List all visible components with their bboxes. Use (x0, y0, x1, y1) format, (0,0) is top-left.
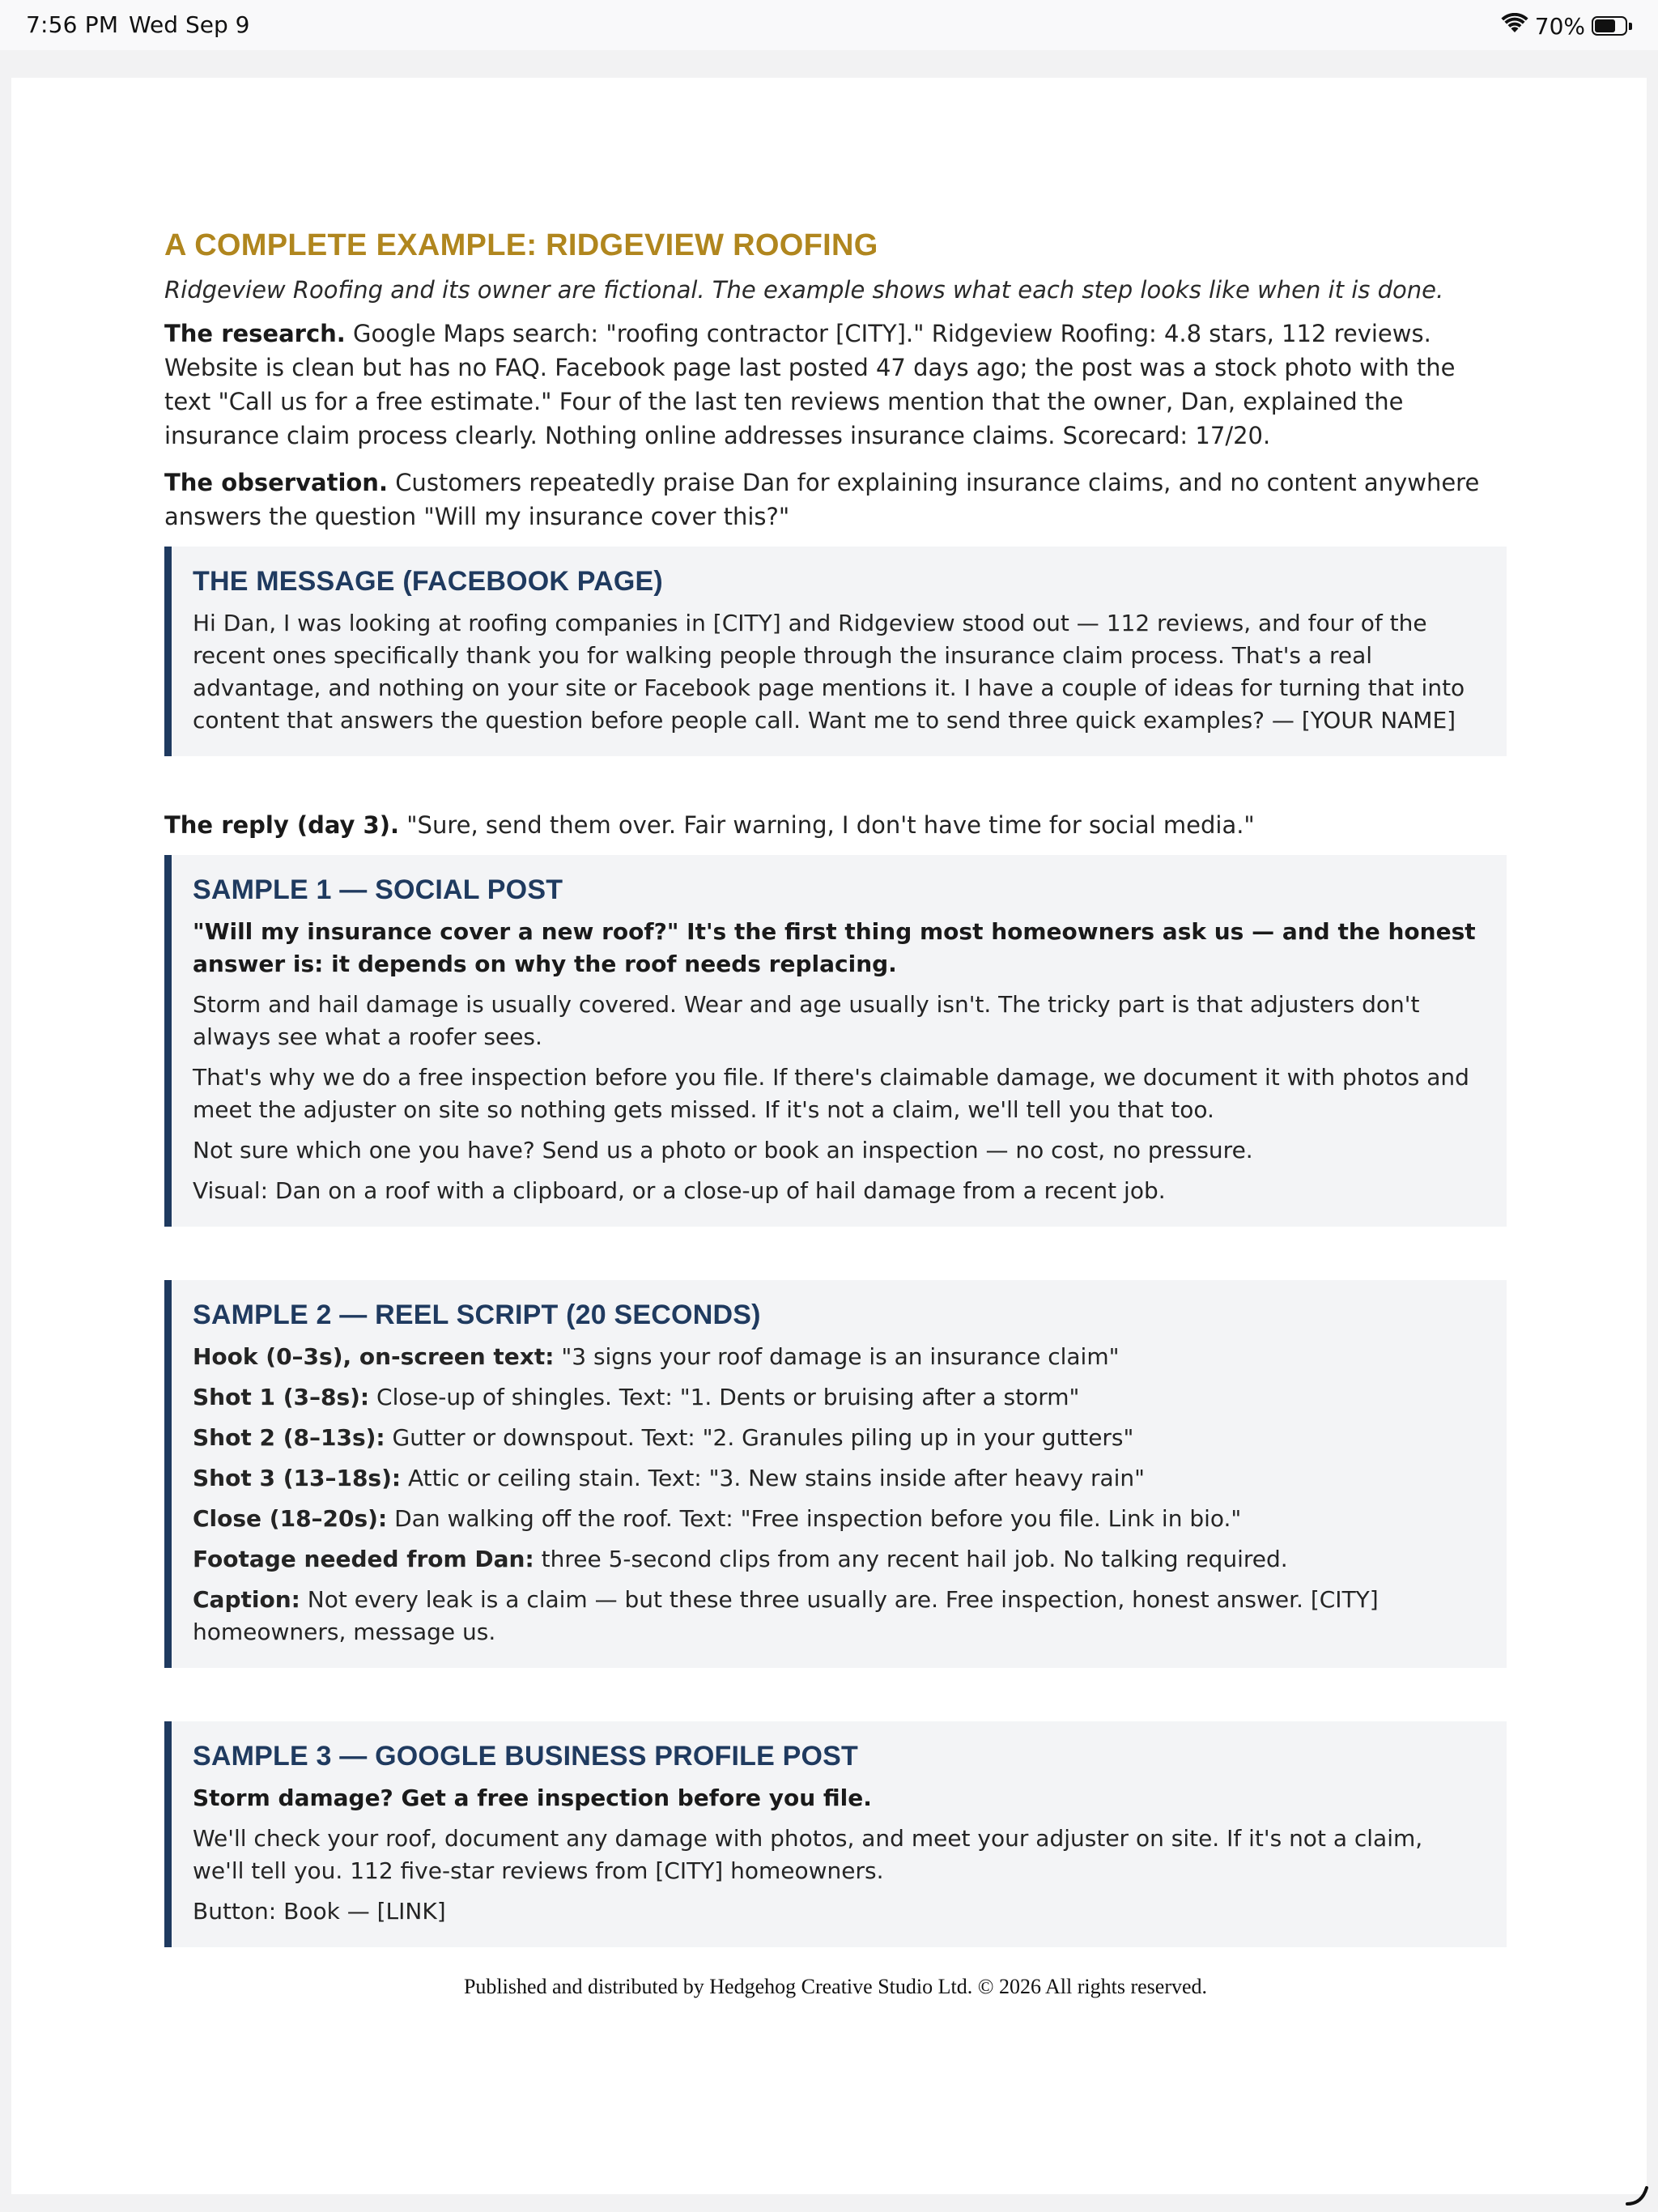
script-line-footage (193, 1543, 1477, 1576)
sample-1-line: Storm and hail damage is usually covered. Wear and age usually isn't. The tricky part is that adjusters don't always see what a roofer sees. (193, 991, 1420, 1050)
battery-level-fill (1595, 19, 1615, 32)
message-box-title: THE MESSAGE (FACEBOOK PAGE) (193, 566, 663, 597)
message-box-text: Hi Dan, I was looking at roofing companies in [CITY] and Ridgeview stood out — 112 reviews, and four of the recent ones specifically thank you for walking people through the insurance claim process. That's a real advantage, and nothing on your site or Facebook page mentions it. I have a couple of ideas for turning that into content that answers the question before people call. Want me to send three quick examples? — [YOUR NAME] (193, 610, 1465, 734)
sample-3-button-line: Button: Book — [LINK] (193, 1898, 446, 1925)
sample-1-line: That's why we do a free inspection before you file. If there's claimable damage, we document it with photos and meet the adjuster on site so nothing gets missed. If it's not a claim, we'll tell you that too. (193, 1064, 1469, 1123)
sample-3-lead: Storm damage? Get a free inspection before you file. (193, 1784, 872, 1811)
sample-1-visual-line: Visual: Dan on a roof with a clipboard, or a close-up of hail damage from a recent job. (193, 1177, 1166, 1204)
script-text: Dan walking off the roof. Text: "Free inspection before you file. Link in bio." (394, 1505, 1242, 1532)
script-label: Close (18–20s): (193, 1505, 388, 1532)
sample-2-title: SAMPLE 2 — REEL SCRIPT (20 SECONDS) (193, 1300, 761, 1330)
wifi-icon (1501, 13, 1528, 40)
reply-text: "Sure, send them over. Fair warning, I don't have time for social media." (406, 811, 1255, 839)
sample-3-title: SAMPLE 3 — GOOGLE BUSINESS PROFILE POST (193, 1741, 859, 1772)
script-line-caption (193, 1584, 1477, 1648)
script-label: Shot 2 (8–13s): (193, 1424, 385, 1451)
script-text: Attic or ceiling stain. Text: "3. New stains inside after heavy rain" (408, 1465, 1146, 1491)
script-label: Shot 1 (3–8s): (193, 1384, 370, 1410)
sample-3-box (164, 1721, 1507, 1947)
reply-paragraph (164, 808, 1507, 842)
section-title: A COMPLETE EXAMPLE: RIDGEVIEW ROOFING (164, 228, 878, 262)
document-page (11, 78, 1647, 2194)
observation-paragraph (164, 466, 1507, 534)
document-content (164, 228, 1507, 1999)
script-line-shot-1 (193, 1381, 1477, 1414)
script-line-shot-2 (193, 1422, 1477, 1454)
script-line-shot-3 (193, 1462, 1477, 1495)
battery-percent: 70% (1534, 12, 1585, 40)
document-footer: Published and distributed by Hedgehog Creative Studio Ltd. © 2026 All rights reserved. (463, 1975, 1208, 1998)
observation-label: The observation. (164, 469, 388, 496)
research-text: Google Maps search: "roofing contractor [CITY]." Ridgeview Roofing: 4.8 stars, 112 reviews. Website is clean but has no FAQ. Facebook page last posted 47 days ago; the post was a stock photo with the text "Call us for a free estimate." Four of the last ten reviews mention that the owner, Dan, explained the insurance claim process clearly. Nothing online addresses insurance claims. Scorecard: 17/20. (164, 320, 1456, 449)
sample-1-lead: "Will my insurance cover a new roof?" It's the first thing most homeowners ask us — and the honest answer is: it depends on why the roof needs replacing. (193, 918, 1476, 977)
status-bar (0, 0, 1658, 50)
research-paragraph (164, 317, 1507, 453)
sample-2-box (164, 1280, 1507, 1668)
status-date: Wed Sep 9 (129, 11, 250, 38)
script-label: Shot 3 (13–18s): (193, 1465, 402, 1491)
status-time: 7:56 PM (26, 11, 119, 38)
script-text: Not every leak is a claim — but these three usually are. Free inspection, honest answer. [CITY] homeowners, message us. (193, 1586, 1379, 1645)
script-label: Caption: (193, 1586, 300, 1613)
script-text: "3 signs your roof damage is an insurance claim" (561, 1343, 1120, 1370)
observation-text: Customers repeatedly praise Dan for explaining insurance claims, and no content anywhere answers the question "Will my insurance cover this?" (164, 469, 1480, 530)
sample-1-title: SAMPLE 1 — SOCIAL POST (193, 874, 563, 905)
status-indicators (1501, 10, 1632, 42)
research-label: The research. (164, 320, 346, 347)
sample-1-box (164, 855, 1507, 1227)
script-label: Hook (0–3s), on-screen text: (193, 1343, 555, 1370)
script-text: three 5-second clips from any recent hail job. No talking required. (541, 1546, 1288, 1572)
sample-1-line: Not sure which one you have? Send us a photo or book an inspection — no cost, no pressure. (193, 1137, 1253, 1163)
reply-label: The reply (day 3). (164, 811, 399, 839)
sample-3-line: We'll check your roof, document any damage with photos, and meet your adjuster on site. If it's not a claim, we'll tell you. 112 five-star reviews from [CITY] homeowners. (193, 1825, 1423, 1884)
page-curl-icon[interactable] (1624, 2180, 1652, 2207)
script-line-close (193, 1503, 1477, 1535)
section-subtitle: Ridgeview Roofing and its owner are fictional. The example shows what each step looks like when it is done. (164, 276, 1444, 304)
script-text: Gutter or downspout. Text: "2. Granules piling up in your gutters" (392, 1424, 1134, 1451)
battery-icon (1592, 15, 1632, 36)
script-line-hook (193, 1341, 1477, 1373)
message-box (164, 547, 1507, 756)
script-text: Close-up of shingles. Text: "1. Dents or bruising after a storm" (376, 1384, 1080, 1410)
script-label: Footage needed from Dan: (193, 1546, 534, 1572)
